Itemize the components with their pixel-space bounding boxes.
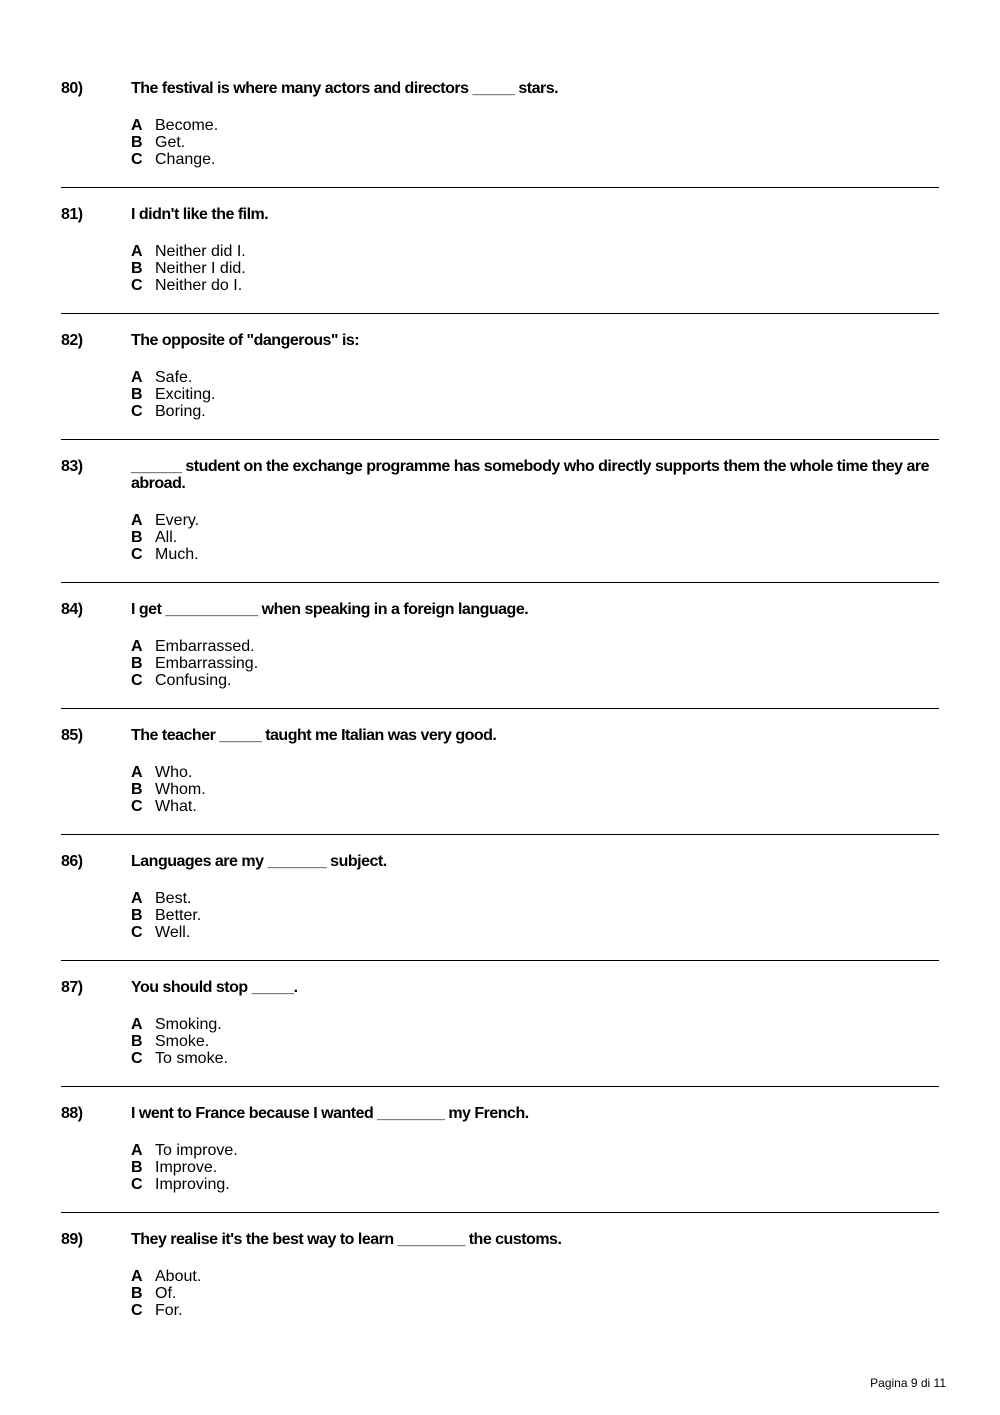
option-text: Confusing. bbox=[155, 672, 232, 689]
option-letter: B bbox=[131, 781, 143, 798]
answer-options bbox=[131, 890, 939, 941]
question-text: You should stop _____. bbox=[131, 979, 298, 996]
option-text: Neither do I. bbox=[155, 277, 243, 294]
question-header bbox=[61, 206, 939, 223]
answer-options bbox=[131, 638, 939, 689]
question-header bbox=[61, 1231, 939, 1248]
option-c bbox=[131, 403, 939, 420]
option-b bbox=[131, 134, 939, 151]
option-c bbox=[131, 1050, 939, 1067]
question-header bbox=[61, 853, 939, 870]
question-number: 86) bbox=[61, 853, 83, 870]
option-text: Boring. bbox=[155, 403, 206, 420]
question-header bbox=[61, 979, 939, 996]
divider bbox=[61, 1212, 939, 1213]
question-89 bbox=[61, 1231, 939, 1319]
divider bbox=[61, 439, 939, 440]
answer-options bbox=[131, 117, 939, 168]
question-text: The festival is where many actors and directors _____ stars. bbox=[131, 80, 559, 97]
divider bbox=[61, 708, 939, 709]
option-c bbox=[131, 546, 939, 563]
question-number: 85) bbox=[61, 727, 83, 744]
option-letter: B bbox=[131, 655, 143, 672]
option-text: Change. bbox=[155, 151, 216, 168]
question-header bbox=[61, 601, 939, 618]
option-text: To improve. bbox=[155, 1142, 238, 1159]
option-letter: C bbox=[131, 924, 143, 941]
question-header bbox=[61, 458, 939, 492]
option-b bbox=[131, 655, 939, 672]
question-number: 88) bbox=[61, 1105, 83, 1122]
question-number: 89) bbox=[61, 1231, 83, 1248]
option-letter: B bbox=[131, 260, 143, 277]
option-a bbox=[131, 890, 939, 907]
option-b bbox=[131, 781, 939, 798]
option-letter: B bbox=[131, 907, 143, 924]
question-text: They realise it's the best way to learn ________ the customs. bbox=[131, 1231, 562, 1248]
question-number: 82) bbox=[61, 332, 83, 349]
option-letter: A bbox=[131, 1268, 143, 1285]
option-letter: A bbox=[131, 512, 143, 529]
question-text: The teacher _____ taught me Italian was very good. bbox=[131, 727, 497, 744]
option-letter: A bbox=[131, 1016, 143, 1033]
option-letter: C bbox=[131, 277, 143, 294]
divider bbox=[61, 582, 939, 583]
option-text: Of. bbox=[155, 1285, 177, 1302]
option-text: All. bbox=[155, 529, 178, 546]
option-text: Smoke. bbox=[155, 1033, 210, 1050]
option-a bbox=[131, 369, 939, 386]
question-82 bbox=[61, 332, 939, 420]
option-a bbox=[131, 764, 939, 781]
question-text: I went to France because I wanted ________ my French. bbox=[131, 1105, 529, 1122]
option-letter: A bbox=[131, 117, 143, 134]
option-c bbox=[131, 1302, 939, 1319]
option-text: Whom. bbox=[155, 781, 206, 798]
question-header bbox=[61, 80, 939, 97]
option-text: Every. bbox=[155, 512, 200, 529]
option-text: Well. bbox=[155, 924, 191, 941]
option-letter: B bbox=[131, 1033, 143, 1050]
option-a bbox=[131, 1016, 939, 1033]
option-letter: A bbox=[131, 243, 143, 260]
option-text: Improve. bbox=[155, 1159, 218, 1176]
question-text: I didn't like the film. bbox=[131, 206, 269, 223]
option-c bbox=[131, 924, 939, 941]
question-text: I get ___________ when speaking in a foreign language. bbox=[131, 601, 529, 618]
answer-options bbox=[131, 1016, 939, 1067]
option-b bbox=[131, 260, 939, 277]
question-86 bbox=[61, 853, 939, 941]
option-text: What. bbox=[155, 798, 197, 815]
option-text: Better. bbox=[155, 907, 202, 924]
answer-options bbox=[131, 369, 939, 420]
option-a bbox=[131, 117, 939, 134]
answer-options bbox=[131, 243, 939, 294]
option-letter: B bbox=[131, 134, 143, 151]
question-88 bbox=[61, 1105, 939, 1193]
option-text: Who. bbox=[155, 764, 193, 781]
option-c bbox=[131, 277, 939, 294]
option-letter: A bbox=[131, 638, 143, 655]
option-a bbox=[131, 1268, 939, 1285]
option-letter: C bbox=[131, 403, 143, 420]
question-text: ______ student on the exchange programme has somebody who directly supports them the whole time they are abroad. bbox=[131, 458, 929, 492]
option-text: Get. bbox=[155, 134, 186, 151]
option-letter: C bbox=[131, 672, 143, 689]
option-b bbox=[131, 1285, 939, 1302]
divider bbox=[61, 187, 939, 188]
option-text: Neither I did. bbox=[155, 260, 246, 277]
option-text: Much. bbox=[155, 546, 199, 563]
option-text: Embarrassed. bbox=[155, 638, 255, 655]
option-c bbox=[131, 151, 939, 168]
option-letter: C bbox=[131, 1176, 143, 1193]
option-a bbox=[131, 243, 939, 260]
divider bbox=[61, 960, 939, 961]
question-text: Languages are my _______ subject. bbox=[131, 853, 387, 870]
option-text: For. bbox=[155, 1302, 183, 1319]
divider bbox=[61, 313, 939, 314]
option-text: Safe. bbox=[155, 369, 193, 386]
option-letter: C bbox=[131, 151, 143, 168]
question-87 bbox=[61, 979, 939, 1067]
option-letter: C bbox=[131, 798, 143, 815]
question-81 bbox=[61, 206, 939, 294]
option-letter: A bbox=[131, 764, 143, 781]
option-text: Become. bbox=[155, 117, 219, 134]
option-letter: A bbox=[131, 890, 143, 907]
option-letter: C bbox=[131, 1302, 143, 1319]
answer-options bbox=[131, 1142, 939, 1193]
option-text: Smoking. bbox=[155, 1016, 222, 1033]
option-letter: A bbox=[131, 1142, 143, 1159]
option-text: Exciting. bbox=[155, 386, 216, 403]
question-80 bbox=[61, 80, 939, 168]
option-letter: B bbox=[131, 386, 143, 403]
question-text: The opposite of "dangerous" is: bbox=[131, 332, 360, 349]
divider bbox=[61, 834, 939, 835]
question-number: 81) bbox=[61, 206, 83, 223]
divider bbox=[61, 1086, 939, 1087]
question-84 bbox=[61, 601, 939, 689]
option-b bbox=[131, 907, 939, 924]
option-b bbox=[131, 386, 939, 403]
option-letter: A bbox=[131, 369, 143, 386]
question-83 bbox=[61, 458, 939, 563]
question-number: 83) bbox=[61, 458, 83, 475]
option-letter: B bbox=[131, 1159, 143, 1176]
question-number: 87) bbox=[61, 979, 83, 996]
answer-options bbox=[131, 512, 939, 563]
option-text: Neither did I. bbox=[155, 243, 246, 260]
option-text: To smoke. bbox=[155, 1050, 228, 1067]
page-number: Pagina 9 di 11 bbox=[870, 1376, 946, 1390]
question-header bbox=[61, 1105, 939, 1122]
answer-options bbox=[131, 1268, 939, 1319]
option-letter: C bbox=[131, 546, 143, 563]
option-letter: B bbox=[131, 529, 143, 546]
option-letter: C bbox=[131, 1050, 143, 1067]
question-header bbox=[61, 332, 939, 349]
question-85 bbox=[61, 727, 939, 815]
option-a bbox=[131, 1142, 939, 1159]
question-header bbox=[61, 727, 939, 744]
option-a bbox=[131, 638, 939, 655]
option-letter: B bbox=[131, 1285, 143, 1302]
option-b bbox=[131, 1033, 939, 1050]
option-text: Improving. bbox=[155, 1176, 230, 1193]
option-text: About. bbox=[155, 1268, 202, 1285]
option-a bbox=[131, 512, 939, 529]
answer-options bbox=[131, 764, 939, 815]
option-b bbox=[131, 529, 939, 546]
option-text: Embarrassing. bbox=[155, 655, 259, 672]
option-text: Best. bbox=[155, 890, 192, 907]
option-c bbox=[131, 798, 939, 815]
option-c bbox=[131, 1176, 939, 1193]
question-number: 80) bbox=[61, 80, 83, 97]
question-number: 84) bbox=[61, 601, 83, 618]
option-b bbox=[131, 1159, 939, 1176]
option-c bbox=[131, 672, 939, 689]
